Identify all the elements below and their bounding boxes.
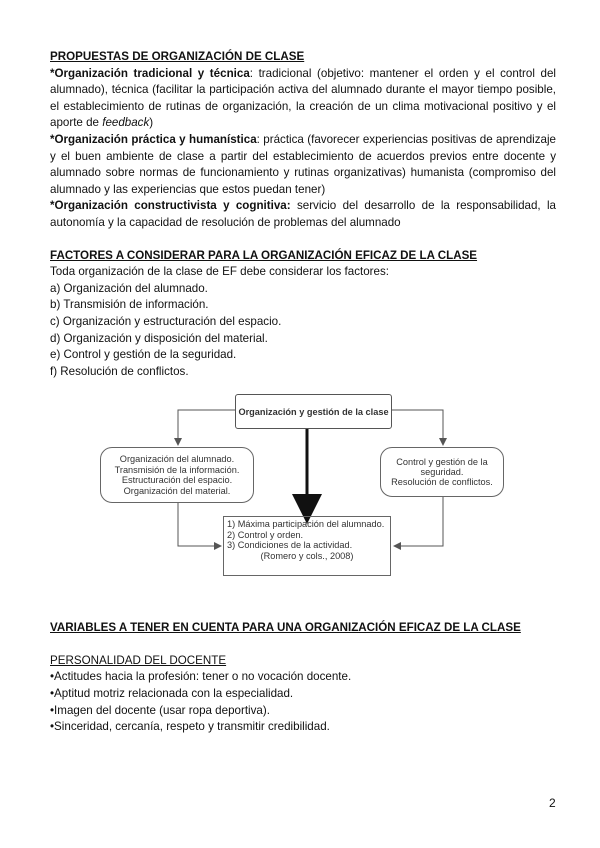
diagram-center-line: 3) Condiciones de la actividad. [227, 540, 353, 551]
section-heading-propuestas: PROPUESTAS DE ORGANIZACIÓN DE CLASE [50, 50, 305, 63]
list-item: •Imagen del docente (usar ropa deportiva). [50, 703, 270, 717]
paragraph-organizacion-practica [50, 132, 556, 198]
diagram-right-line: Resolución de conflictos. [391, 477, 493, 488]
term-constructivista: *Organización constructivista y cognitiva: [50, 199, 291, 213]
term-practica: *Organización práctica y humanística [50, 132, 257, 146]
factores-intro: Toda organización de la clase de EF debe considerar los factores: [50, 265, 389, 279]
list-item: e) Control y gestión de la seguridad. [50, 348, 237, 362]
list-item: •Sinceridad, cercanía, respeto y transmitir credibilidad. [50, 720, 330, 734]
list-item: •Actitudes hacia la profesión: tener o no vocación docente. [50, 670, 352, 684]
list-item: c) Organización y estructuración del espacio. [50, 314, 282, 328]
diagram-left-box [100, 447, 254, 503]
section-heading-factores: FACTORES A CONSIDERAR PARA LA ORGANIZACIÓN EFICAZ DE LA CLASE [50, 248, 478, 262]
subheading-personalidad: PERSONALIDAD DEL DOCENTE [50, 653, 227, 667]
section-heading-variables: VARIABLES A TENER EN CUENTA PARA UNA ORGANIZACIÓN EFICAZ DE LA CLASE [50, 621, 521, 635]
list-item: d) Organización y disposición del material. [50, 331, 268, 345]
connector-right-center [397, 496, 443, 546]
diagram-left-line: Estructuración del espacio. [121, 475, 233, 486]
organization-diagram [50, 384, 556, 606]
diagram-right-line: Control y gestión de la seguridad. [396, 456, 488, 478]
list-item: a) Organización del alumnado. [50, 281, 208, 295]
paragraph-organizacion-constructivista [50, 198, 556, 231]
page-content [50, 49, 556, 736]
text-tradicional: : tradicional (objetivo: mantener el orden y el control del alumnado), técnica (facilitar la participación activa del alumnado durante el mayor tiempo posible, el establecimiento de rutinas de organización, la creación de un clima motivacional positivo y el aporte de [50, 66, 556, 130]
diagram-left-line: Organización del material. [123, 485, 231, 496]
diagram-center-box [223, 516, 391, 576]
connector-left-center [178, 502, 218, 546]
diagram-top-label: Organización y gestión de la clase [238, 406, 389, 417]
connector-top-right [391, 410, 443, 442]
connector-top-left [178, 410, 235, 442]
diagram-right-box [380, 447, 504, 497]
page-number: 2 [549, 796, 556, 810]
diagram-center-line: 2) Control y orden. [227, 529, 304, 540]
text-tail: ) [149, 116, 154, 130]
diagram-center-line: 1) Máxima participación del alumnado. [227, 519, 385, 530]
term-tradicional: *Organización tradicional y técnica [50, 66, 250, 80]
diagram-top-box [235, 394, 392, 429]
text-constructivista: servicio del desarrollo de la responsabilidad, la autonomía y la capacidad de resolución de problemas del alumnado [50, 199, 556, 229]
paragraph-organizacion-tradicional [50, 66, 556, 132]
personalidad-list [50, 669, 556, 735]
text-practica: : práctica (favorecer experiencias positivas de aprendizaje y el buen ambiente de clase a partir del establecimiento de acuerdos previos entre docente y alumnado sobre normas de funcionamiento y rutinas organizativas) humanista (compromiso del alumnado y las experiencias que estos puedan tener) [50, 132, 556, 196]
diagram-left-line: Organización del alumnado. [119, 454, 235, 465]
diagram-citation: (Romero y cols., 2008) [260, 550, 354, 561]
list-item: b) Transmisión de información. [50, 298, 209, 312]
italic-feedback: feedback [102, 116, 150, 130]
list-item: f) Resolución de conflictos. [50, 364, 189, 378]
factors-list [50, 281, 556, 381]
list-item: •Aptitud motriz relacionada con la especialidad. [50, 687, 294, 701]
diagram-left-line: Transmisión de la información. [114, 464, 240, 475]
